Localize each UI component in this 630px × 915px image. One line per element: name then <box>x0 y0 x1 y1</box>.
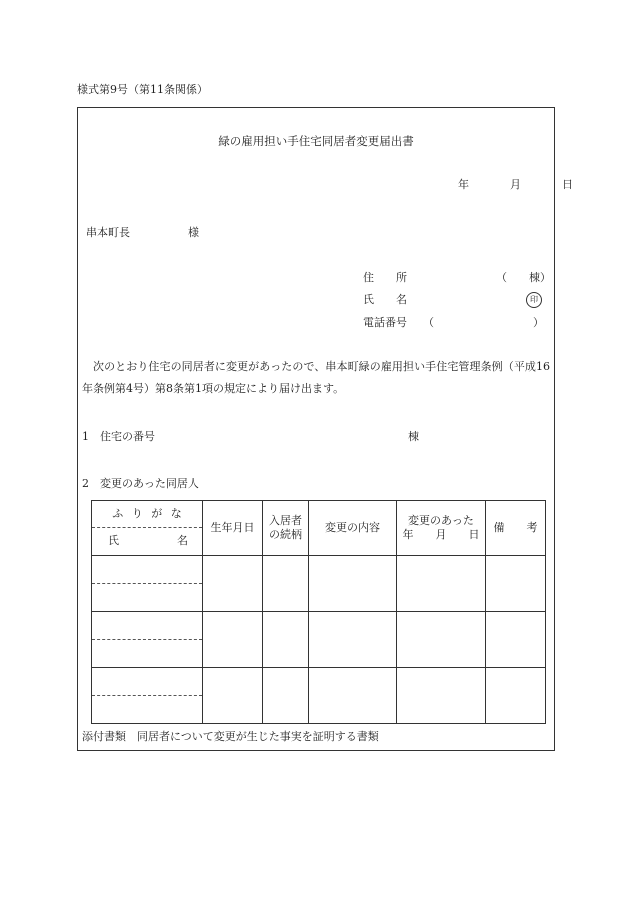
date-changed-input-cell[interactable] <box>397 612 486 668</box>
phone-label: 電話番号 <box>363 316 407 329</box>
addressee: 串本町長 <box>86 226 130 239</box>
header-content: 変更の内容 <box>309 501 397 556</box>
birthdate-input-cell[interactable] <box>203 668 263 724</box>
name-label: 氏 名 <box>363 293 407 306</box>
seal-mark: 印 <box>526 292 542 308</box>
name-input-cell[interactable] <box>92 668 203 724</box>
item2-label: 2 変更のあった同居人 <box>82 477 199 490</box>
form-title: 緑の雇用担い手住宅同居者変更届出書 <box>218 134 414 148</box>
remarks-input-cell[interactable] <box>486 668 546 724</box>
date-changed-input-cell[interactable] <box>397 668 486 724</box>
table-row <box>92 612 546 668</box>
table-row <box>92 556 546 612</box>
header-relation: 入居者 の続柄 <box>263 501 309 556</box>
header-remarks: 備 考 <box>486 501 546 556</box>
remarks-input-cell[interactable] <box>486 612 546 668</box>
content-input-cell[interactable] <box>309 668 397 724</box>
birthdate-input-cell[interactable] <box>203 556 263 612</box>
remarks-input-cell[interactable] <box>486 556 546 612</box>
relation-input-cell[interactable] <box>263 612 309 668</box>
relation-input-cell[interactable] <box>263 668 309 724</box>
table-row <box>92 668 546 724</box>
date-month: 月 <box>510 178 521 191</box>
header-birthdate: 生年月日 <box>203 501 263 556</box>
header-name: ふ り が な 氏 名 <box>92 501 203 556</box>
date-day: 日 <box>562 178 573 191</box>
form-number: 様式第9号（第11条関係） <box>77 83 208 96</box>
content-input-cell[interactable] <box>309 556 397 612</box>
table-header-row <box>92 501 546 556</box>
name-input-cell[interactable] <box>92 612 203 668</box>
attachments-note: 添付書類 同居者について変更が生じた事実を証明する書類 <box>82 730 379 743</box>
phone-paren-close: ） <box>533 316 544 329</box>
body-text: 次のとおり住宅の同居者に変更があったので、串本町緑の雇用担い手住宅管理条例（平成16年条例第4号）第8条第1項の規定により届け出ます。 <box>82 360 550 395</box>
phone-paren-open: （ <box>423 316 434 329</box>
address-label: 住 所 <box>363 271 407 284</box>
item1-label: 1 住宅の番号 <box>82 430 155 443</box>
header-date-changed: 変更のあった 年 月 日 <box>397 501 486 556</box>
item1-unit: 棟 <box>408 430 419 443</box>
cohabitant-table <box>91 500 546 724</box>
date-line <box>458 178 573 193</box>
form-frame <box>77 107 573 751</box>
relation-input-cell[interactable] <box>263 556 309 612</box>
address-building: （ 棟） <box>496 271 551 284</box>
name-input-cell[interactable] <box>92 556 203 612</box>
content-input-cell[interactable] <box>309 612 397 668</box>
birthdate-input-cell[interactable] <box>203 612 263 668</box>
date-changed-input-cell[interactable] <box>397 556 486 612</box>
addressee-suffix: 様 <box>188 226 199 239</box>
date-year: 年 <box>458 178 469 191</box>
